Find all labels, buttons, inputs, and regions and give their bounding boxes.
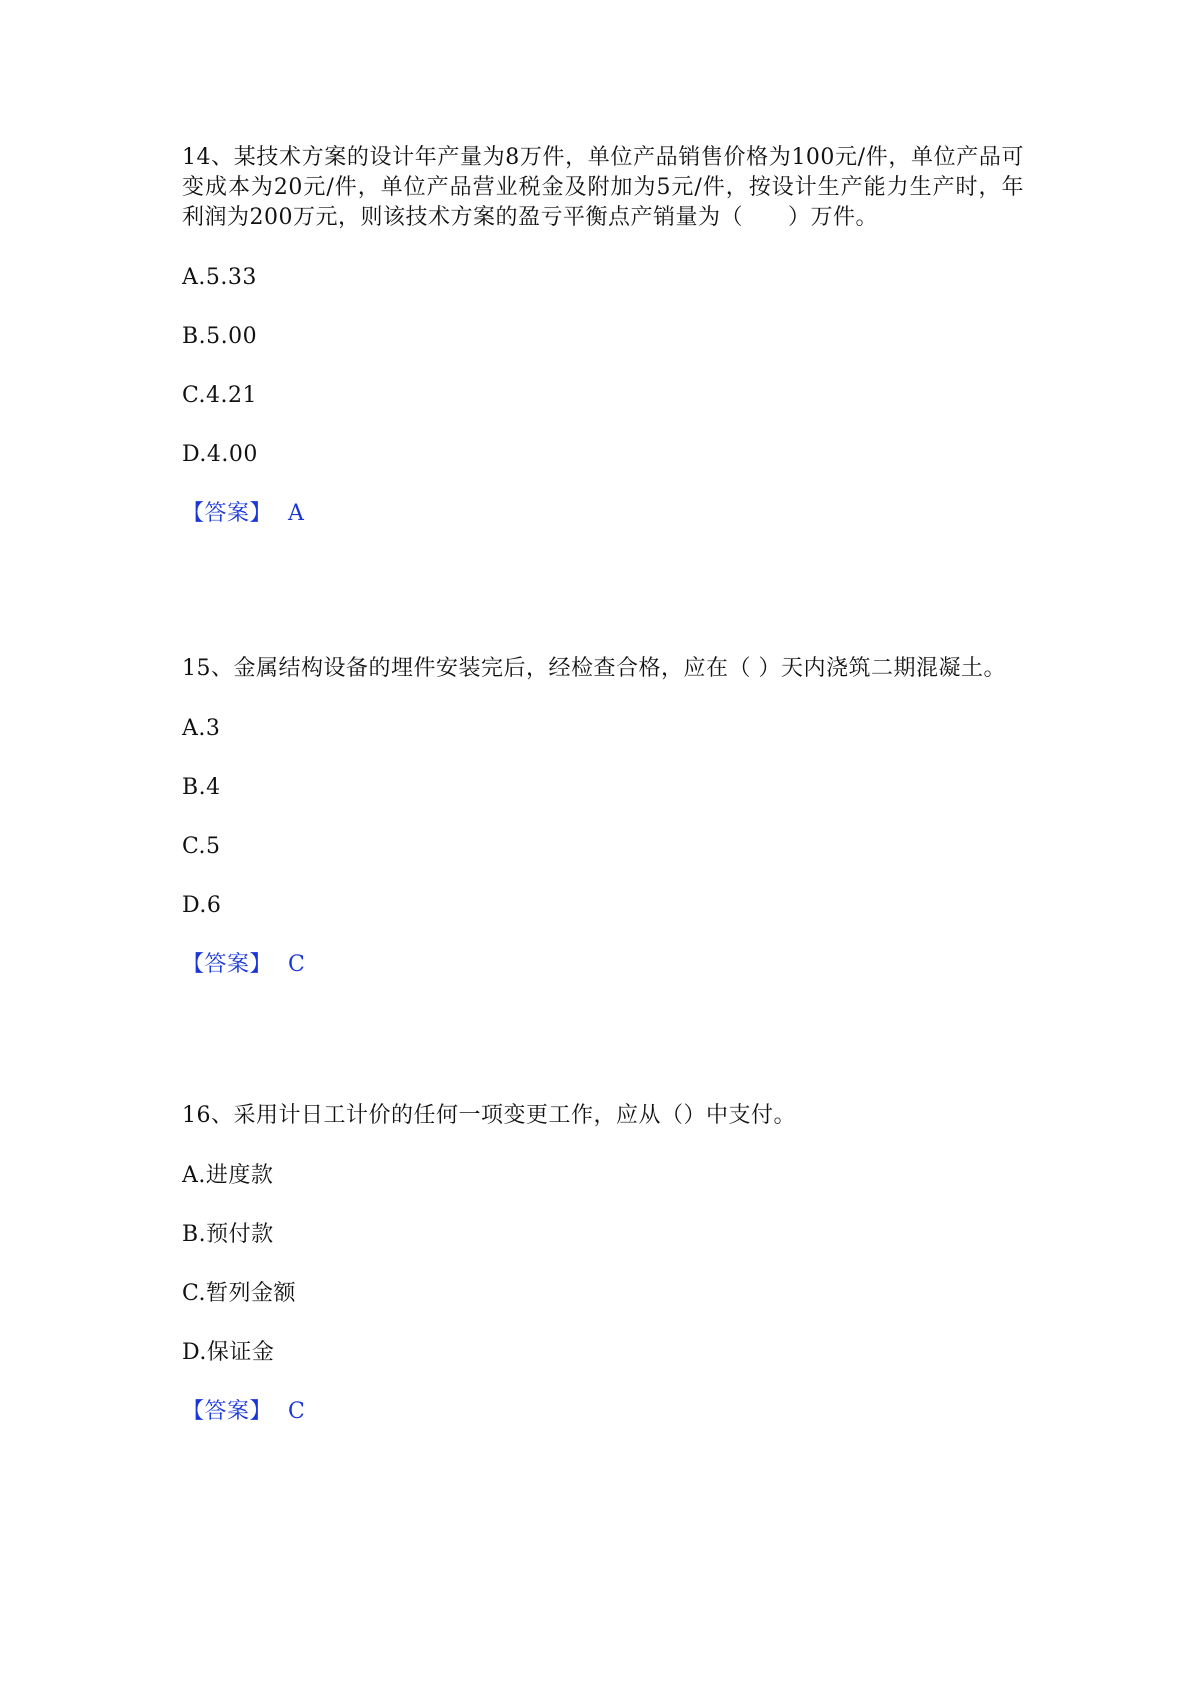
option-d: D.保证金 xyxy=(182,1340,275,1365)
answer-line xyxy=(182,499,1024,529)
option-b: B.4 xyxy=(182,775,221,800)
option-b: B.5.00 xyxy=(182,324,258,349)
question-stem: 14、某技术方案的设计年产量为8万件，单位产品销售价格为100元/件，单位产品可变成本为20元/件，单位产品营业税金及附加为5元/件，按设计生产能力生产时，年利润为200万元，则该技术方案的盈亏平衡点产销量为（ ）万件。 xyxy=(182,145,1024,230)
option-b: B.预付款 xyxy=(182,1222,274,1247)
answer-value: C xyxy=(288,952,306,977)
option-d: D.4.00 xyxy=(182,442,258,467)
answer-line xyxy=(182,950,1024,980)
option-a: A.5.33 xyxy=(182,265,257,290)
question-16 xyxy=(182,1101,1024,1427)
question-14 xyxy=(182,143,1024,529)
option-c: C.暂列金额 xyxy=(182,1281,297,1306)
question-stem: 16、采用计日工计价的任何一项变更工作，应从（）中支付。 xyxy=(182,1103,796,1128)
answer-label: 【答案】 xyxy=(182,952,273,977)
option-a: A.进度款 xyxy=(182,1163,274,1188)
option-a: A.3 xyxy=(182,716,221,741)
answer-value: A xyxy=(288,501,305,526)
question-stem: 15、金属结构设备的埋件安装完后，经检查合格，应在（ ）天内浇筑二期混凝土。 xyxy=(182,656,1006,681)
answer-value: C xyxy=(288,1399,306,1424)
option-c: C.5 xyxy=(182,834,221,859)
option-c: C.4.21 xyxy=(182,383,258,408)
answer-label: 【答案】 xyxy=(182,501,273,526)
option-d: D.6 xyxy=(182,893,222,918)
answer-label: 【答案】 xyxy=(182,1399,273,1424)
answer-line xyxy=(182,1397,1024,1427)
question-15 xyxy=(182,654,1024,980)
